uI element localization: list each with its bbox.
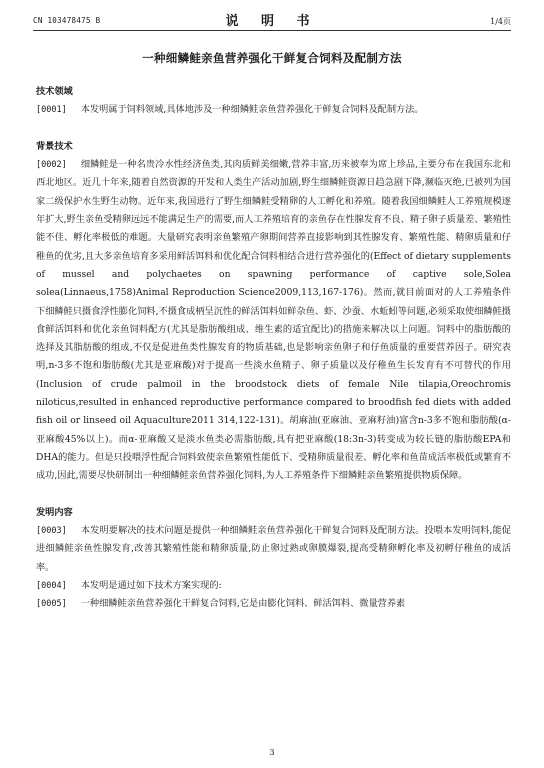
paragraph-0001 <box>36 101 511 119</box>
paragraph-text: 一种细鳞鲑亲鱼营养强化干鲜复合饲料,它是由膨化饲料、鲜活饵料、微量营养素 <box>80 598 406 610</box>
document-number: CN 103478475 B <box>33 16 101 25</box>
paragraph-number: [0004] <box>36 581 67 592</box>
paragraph-text: 本发明要解决的技术问题是提供一种细鳞鲑亲鱼营养强化干鲜复合饲料及配制方法。投喂本发明饲料,能促进细鳞鲑亲鱼性腺发育,改善其繁殖性能和精卵质量,防止卵过熟或卵膜爆裂,提高受精卵孵化率及初孵仔稚鱼的成活率。 <box>36 525 511 573</box>
page-number: 3 <box>269 748 275 758</box>
paragraph-text: 细鳞鲑是一种名贵冷水性经济鱼类,其肉质鲜美细嫩,营养丰富,历来被奉为席上珍品,主要分布在我国东北和西北地区。近几十年来,随着自然资源的开发和人类生产活动加剧,野生细鳞鲑资源日趋急剧下降,濒临灭绝,已被列为国家二级保护水生野生动物。近年来,我国进行了野生细鳞鲑受精卵的人工孵化和养殖。随着我国细鳞鲑人工养殖规模逐年扩大,野生亲鱼受精卵远远不能满足生产的需要,而人工养殖培育的亲鱼存在性腺发育不良、精子卵子质量差、繁殖性能不佳、孵化率极低的难题。大量研究表明亲鱼繁殖产卵期间营养直接影响到其性腺发育、繁殖性能、精卵质量和仔稚鱼的优劣,且大多亲鱼培育多采用鲜活饵料和优化配合饲料相结合进行营养强化的(Effect of dietary supplements of mussel and polychaetes on spawning performance of captive sole,Solea solea(Linnaeus,1758)Animal Reproduction Science2009,113,167-176)。然而,就目前面对的人工养殖条件下细鳞鲑只摄食浮性膨化饲料,不摄食成柄呈沉性的鲜活饵料如鲜杂鱼、虾、沙蚕、水蚯蚓等问题,必须采取使细鳞鲑摄食鲜活饵料和优化亲鱼饲料配方(尤其是脂肪酸组成、维生素的适宜配比)的措施来解决以上问题。饲料中的脂肪酸的选择及其脂肪酸的组成,不仅是促进鱼类性腺发育的物质基础,也是影响亲鱼卵子和仔鱼质量的重要营养因子。研究表明,n-3多不饱和脂肪酸(尤其是亚麻酸)对于提高一些淡水鱼精子、卵子质量以及仔稚鱼生长发育有不可替代的作用(Inclusion of crude palmoil in the broodstock diets of female Nile tilapia,Oreochromis niloticus,resulted in enhanced reproductive performance compared to broodfish fed diets with added fish oil or linseed oil Aquaculture2011 314,122-131)。胡麻油(亚麻油、亚麻籽油)富含n-3多不饱和脂肪酸(α-亚麻酸45%以上)。而α-亚麻酸又是淡水鱼类必需脂肪酸,具有把亚麻酸(18:3n-3)转变成为较长链的脂肪酸EPA和DHA的能力。但是只投喂浮性配合饲料致使亲鱼繁殖性能低下、受精卵质量很差、孵化率和鱼苗成活率极低或繁育不成功,因此,需要尽快研制出一种细鳞鲑亲鱼营养强化饲料,为人工养殖条件下细鳞鲑亲鱼繁殖提供物质保障。 <box>36 159 511 482</box>
paragraph-number: [0003] <box>36 526 67 537</box>
paragraph-text: 本发明是通过如下技术方案实现的: <box>80 580 222 592</box>
spacer <box>36 486 511 504</box>
paragraph-0003 <box>36 522 511 577</box>
header-divider <box>33 30 511 31</box>
spacer <box>36 120 511 138</box>
paragraph-0002 <box>36 156 511 485</box>
document-type: 说 明 书 <box>225 14 319 29</box>
paragraph-number: [0001] <box>36 105 67 116</box>
page-indicator: 1/4页 <box>490 17 511 26</box>
paragraph-0004 <box>36 577 511 595</box>
section-heading-invention: 发明内容 <box>36 506 73 518</box>
document-title: 一种细鳞鲑亲鱼营养强化干鲜复合饲料及配制方法 <box>142 51 402 65</box>
paragraph-0005 <box>36 595 511 613</box>
section-heading-tech-field: 技术领域 <box>36 86 73 97</box>
paragraph-number: [0002] <box>36 160 67 171</box>
paragraph-text: 本发明属于饲料领域,具体地涉及一种细鳞鲑亲鱼营养强化干鲜复合饲料及配制方法。 <box>80 104 424 116</box>
page-header <box>33 8 511 30</box>
document-body <box>36 83 511 614</box>
paragraph-number: [0005] <box>36 599 67 610</box>
section-heading-background: 背景技术 <box>36 140 73 152</box>
